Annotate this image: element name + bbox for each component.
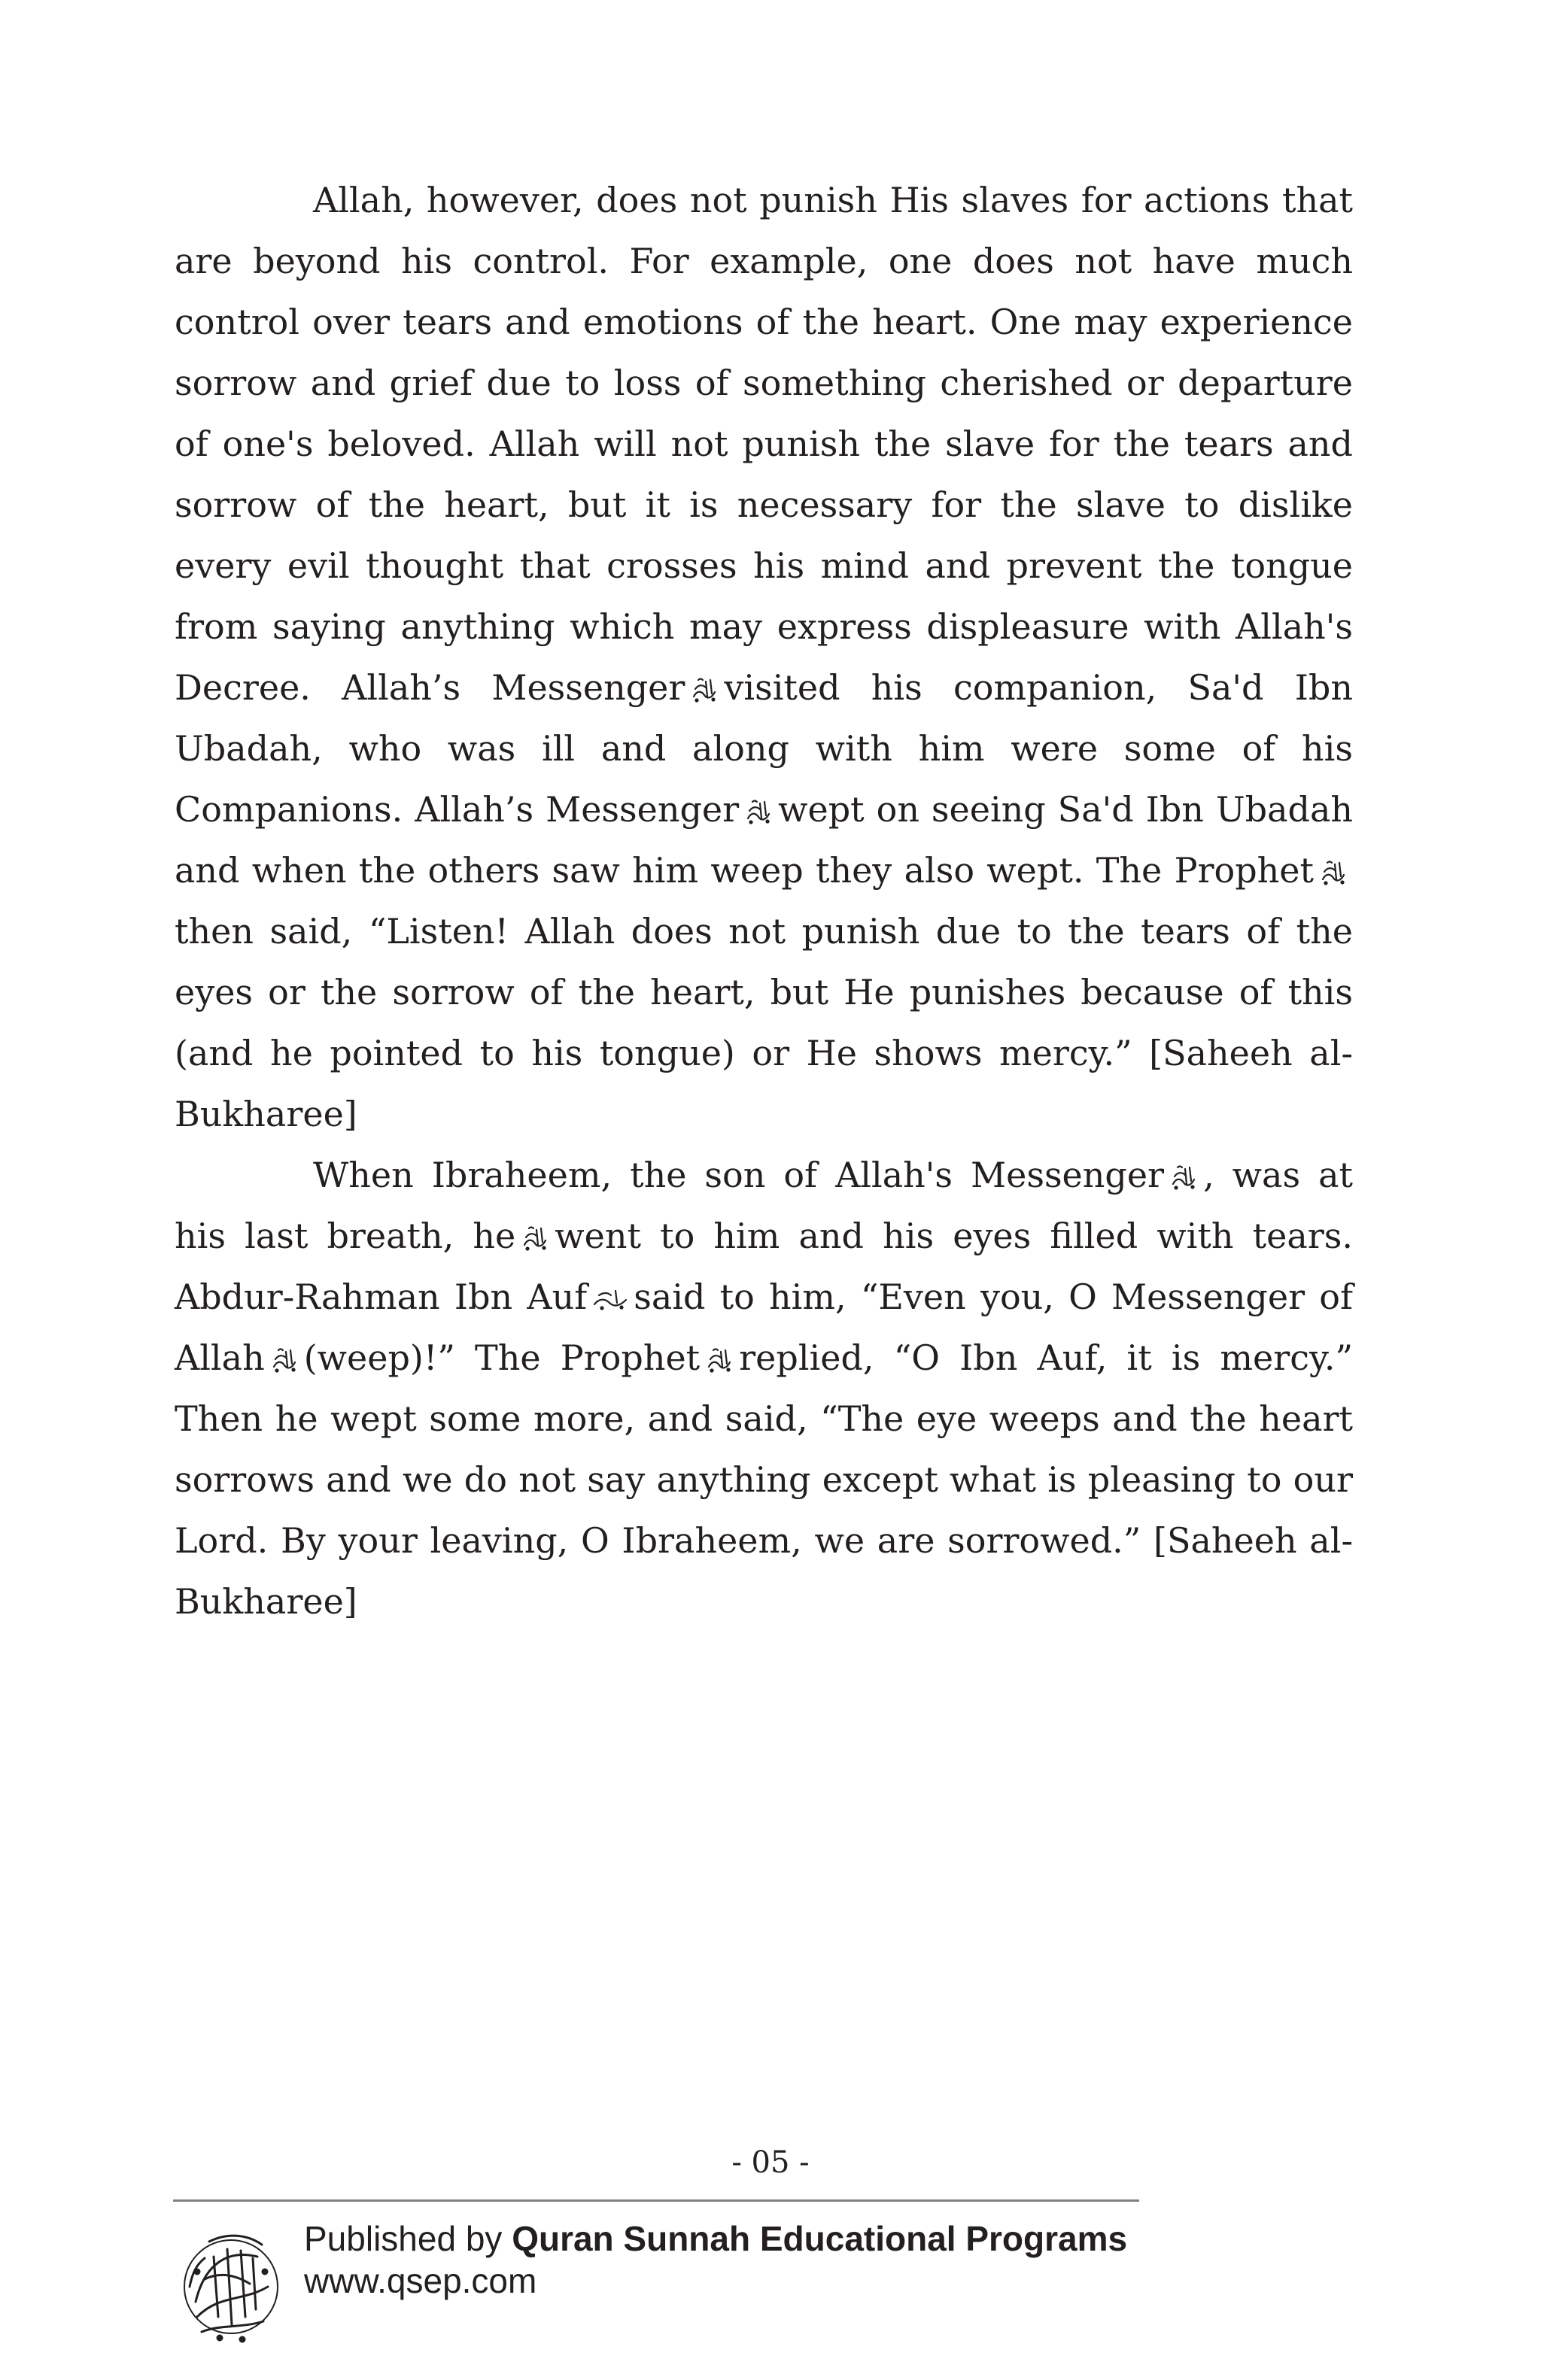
paragraph-text: said to him, “Even you, O Messenger of Allah [175, 1277, 1354, 1378]
pbuh-icon [1169, 1161, 1199, 1192]
paragraph-2 [175, 1145, 1353, 1632]
pbuh-icon [689, 674, 719, 704]
calligraphy-logo-icon [175, 2212, 287, 2354]
pbuh-icon [704, 1344, 734, 1374]
organization-name: Quran Sunnah Educational Programs [512, 2219, 1128, 2258]
published-by-label: Published by [304, 2219, 503, 2258]
paragraph-text: visited his companion, Sa'd Ibn Ubadah, who was ill and along with him were some of his Companions. Allah’s Messenger [175, 667, 1353, 830]
pbuh-icon [520, 1222, 550, 1252]
footer-publisher [304, 2218, 1127, 2302]
paragraph-text: , was at his last breath, he [175, 1155, 1353, 1256]
body-text [175, 170, 1353, 1632]
paragraph-text: Allah, however, does not punish His slaves for actions that are beyond his control. For example, one does not have much control over tears and emotions of the heart. One may experience sorrow and grief due to loss of something cherished or departure of one's beloved. Allah will not punish the slave for the tears and sorrow of the heart, but it is necessary for the slave to dislike every evil thought that crosses his mind and prevent the tongue from saying anything which may express displeasure with Allah's Decree. Allah’s Messenger [175, 180, 1353, 708]
pbuh-icon [269, 1344, 299, 1374]
paragraph-text: replied, “O Ibn Auf, it is mercy.” Then he wept some more, and said, “The eye weeps and the heart sorrows and we do not say anything except what is pleasing to our Lord. By your leaving, O Ibraheem, we are sorrowed.” [Saheeh al-Bukharee] [175, 1337, 1353, 1622]
ra-icon [591, 1286, 629, 1312]
paragraph-text: then said, “Listen! Allah does not punish due to the tears of the eyes or the sorrow of the heart, but He punishes because of this (and he pointed to his tongue) or He shows mercy.” [Saheeh al-Bukharee] [175, 911, 1353, 1134]
pbuh-icon [1318, 857, 1348, 887]
paragraph-text: When Ibraheem, the son of Allah's Messenger [313, 1155, 1165, 1195]
website-link[interactable]: www.qsep.com [304, 2261, 537, 2300]
publisher-line [304, 2218, 1127, 2260]
paragraph-text: went to him and his eyes filled with tears. Abdur-Rahman Ibn Auf [175, 1216, 1353, 1317]
pbuh-icon [743, 796, 774, 826]
paragraph-text: (weep)!” The Prophet [303, 1337, 701, 1378]
page-number: - 05 - [731, 2145, 810, 2180]
paragraph-1 [175, 170, 1353, 1145]
footer-divider [173, 2199, 1139, 2202]
paragraph-text: wept on seeing Sa'd Ibn Ubadah and when the others saw him weep they also wept. The Prophet [175, 789, 1353, 891]
